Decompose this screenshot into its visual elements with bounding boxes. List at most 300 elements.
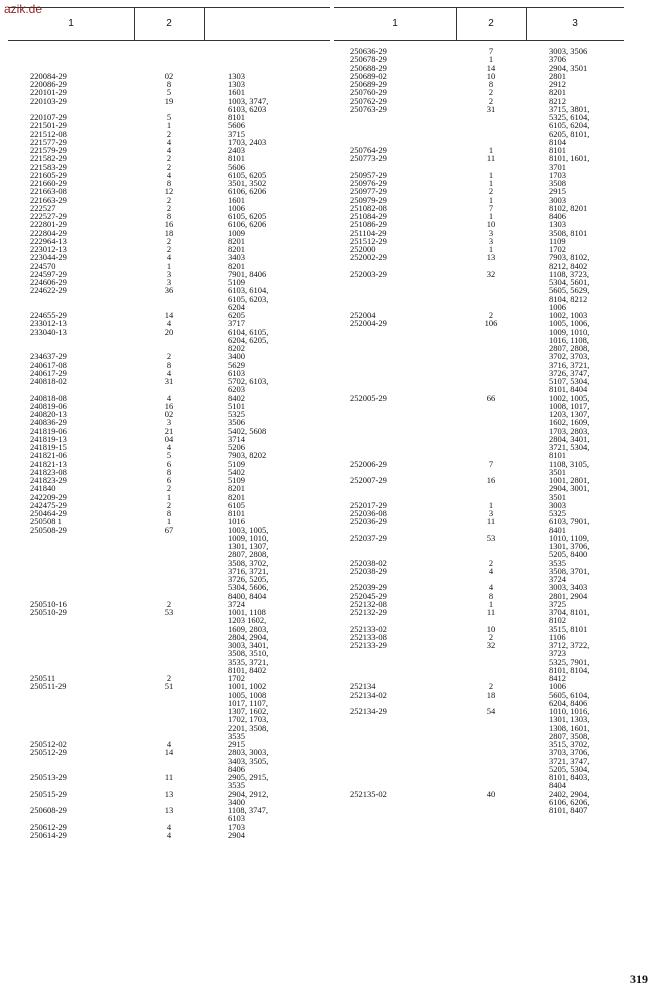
cell-col-3: 8406: [228, 763, 245, 774]
cell-col-3: 2915: [228, 739, 245, 749]
cell-col-3: 8201: [228, 491, 245, 502]
cell-col-3: 2904, 2912,: [228, 788, 269, 799]
cell-col-3: 5605, 5629,: [549, 285, 590, 296]
cell-col-3: 3508, 8101: [549, 227, 588, 238]
cell-col-3: 3508, 3702,: [228, 557, 269, 568]
cell-col-2: 53: [164, 607, 174, 617]
cell-col-3: 2912: [549, 79, 566, 89]
cell-col-1: 221579-29: [30, 145, 67, 155]
cell-col-3: 6103: [228, 367, 245, 378]
right-table-header: [334, 7, 624, 41]
cell-col-2: 2: [166, 351, 172, 362]
cell-col-3: 3723: [549, 648, 566, 659]
cell-col-2: 13: [164, 805, 174, 815]
cell-col-3: 3003, 3506: [549, 46, 588, 56]
cell-col-3: 2807, 2808,: [549, 343, 590, 353]
cell-col-1: 252132-08: [350, 598, 387, 609]
cell-col-3: 2905, 2915,: [228, 772, 269, 782]
cell-col-3: 5702, 6103,: [228, 376, 269, 386]
cell-col-2: 8: [166, 466, 172, 477]
cell-col-3: 1010, 1109,: [549, 532, 590, 543]
cell-col-3: 1017, 1107,: [228, 697, 269, 708]
cell-col-2: 14: [164, 310, 174, 320]
cell-col-3: 2201, 3508,: [228, 722, 269, 733]
cell-col-2: 2: [488, 681, 494, 692]
cell-col-3: 3721, 3747,: [549, 755, 590, 766]
cell-col-1: 250510-16: [30, 598, 67, 609]
cell-col-3: 8101: [228, 112, 245, 122]
header-col-1: 1: [68, 18, 74, 29]
cell-col-3: 8101: [228, 153, 245, 164]
cell-col-2: 66: [486, 392, 496, 403]
cell-col-3: 1702: [228, 673, 245, 683]
cell-col-1: 251082-08: [350, 202, 387, 213]
cell-col-1: 222801-29: [30, 219, 67, 230]
cell-col-3: 3724: [228, 598, 245, 609]
cell-col-2: 31: [164, 376, 174, 386]
cell-col-3: 3501: [549, 466, 566, 477]
cell-col-3: 3508: [549, 178, 566, 188]
cell-col-2: 4: [166, 442, 172, 452]
cell-col-1: 250515-29: [30, 788, 67, 799]
cell-col-2: 67: [164, 524, 174, 535]
cell-col-3: 6104, 6105,: [228, 326, 269, 337]
cell-col-2: 4: [166, 169, 172, 180]
cell-col-3: 1001, 1108: [228, 607, 266, 617]
cell-col-3: 3535: [228, 730, 245, 741]
cell-col-2: 32: [486, 640, 496, 650]
cell-col-2: 4: [166, 136, 172, 147]
cell-col-1: 252134: [350, 681, 376, 692]
cell-col-3: 3400: [228, 351, 245, 362]
cell-col-1: 222527-29: [30, 211, 67, 221]
cell-col-3: 6105, 6203,: [228, 293, 269, 304]
cell-col-1: 223044-29: [30, 252, 67, 263]
cell-col-3: 8101: [228, 508, 245, 518]
cell-col-1: 252006-29: [350, 458, 387, 469]
cell-col-3: 5325: [549, 508, 566, 518]
cell-col-1: 252045-29: [350, 590, 387, 601]
cell-col-1: 252039-29: [350, 582, 387, 593]
cell-col-1: 252133-02: [350, 623, 387, 634]
cell-col-1: 241823-29: [30, 475, 67, 485]
cell-col-3: 2801, 2904: [549, 590, 588, 601]
cell-col-2: 4: [166, 739, 172, 749]
cell-col-1: 250760-29: [350, 87, 387, 98]
cell-col-1: 250636-29: [350, 46, 387, 56]
cell-col-1: 250689-02: [350, 70, 387, 81]
cell-col-3: 8201: [549, 87, 566, 98]
cell-col-1: 224655-29: [30, 310, 67, 320]
cell-col-1: 220103-29: [30, 95, 67, 106]
cell-col-3: 1001, 1002: [228, 681, 267, 692]
cell-col-3: 6103: [228, 813, 245, 824]
cell-col-3: 2807, 2808,: [228, 549, 269, 560]
cell-col-1: 220086-29: [30, 79, 67, 89]
cell-col-2: 8: [488, 590, 494, 601]
cell-col-2: 53: [486, 532, 496, 543]
cell-col-3: 3400: [228, 796, 245, 807]
cell-col-3: 1702: [549, 244, 566, 254]
cell-col-2: 7: [488, 458, 494, 469]
cell-col-2: 3: [488, 235, 494, 246]
cell-col-2: 2: [166, 161, 172, 172]
cell-col-1: 240617-29: [30, 367, 67, 378]
cell-col-2: 3: [488, 227, 494, 238]
cell-col-1: 241840: [30, 483, 56, 494]
cell-col-2: 1: [488, 178, 494, 188]
cell-col-3: 2915: [549, 186, 566, 197]
cell-col-1: 252036-29: [350, 516, 387, 527]
cell-col-1: 221660-29: [30, 178, 67, 188]
cell-col-1: 252135-02: [350, 788, 387, 799]
cell-col-1: 250512-29: [30, 747, 67, 758]
cell-col-3: 1602, 1609,: [549, 417, 590, 428]
cell-col-3: 1016: [228, 516, 245, 527]
cell-col-2: 11: [486, 153, 496, 164]
cell-col-1: 251084-29: [350, 211, 387, 221]
cell-col-3: 8201: [228, 260, 245, 271]
cell-col-2: 16: [164, 400, 174, 411]
cell-col-3: 3003, 3403: [549, 582, 588, 593]
left-table: [8, 7, 330, 840]
cell-col-2: 20: [164, 326, 174, 337]
cell-col-3: 1109: [549, 235, 566, 246]
cell-col-1: 233040-13: [30, 326, 67, 337]
cell-col-3: 1609, 2803,: [228, 623, 269, 634]
cell-col-1: 221501-29: [30, 120, 67, 131]
cell-col-1: 241819-13: [30, 433, 67, 444]
cell-col-3: 5605, 6104,: [549, 689, 590, 700]
cell-col-3: 6103, 7901,: [549, 516, 590, 527]
cell-col-2: 2: [166, 673, 172, 683]
header-col-3: [204, 8, 330, 40]
cell-col-2: 2: [488, 186, 494, 197]
cell-col-3: 1006: [549, 301, 566, 312]
cell-col-1: 250957-29: [350, 169, 387, 180]
cell-col-1: 250762-29: [350, 95, 387, 106]
cell-col-3: 3704, 8101,: [549, 607, 590, 617]
cell-col-2: 51: [164, 681, 174, 692]
cell-col-1: 250614-29: [30, 829, 67, 840]
cell-col-3: 1703: [228, 821, 245, 832]
cell-col-1: 252134-02: [350, 689, 387, 700]
cell-col-3: 1601: [228, 194, 245, 205]
cell-col-2: 13: [164, 788, 174, 799]
cell-col-2: 4: [166, 252, 172, 263]
cell-col-2: 1: [166, 120, 172, 131]
cell-col-2: 32: [486, 268, 496, 279]
cell-col-3: 1303: [228, 70, 245, 81]
cell-col-3: 6204, 6205,: [228, 334, 269, 345]
cell-col-2: 1: [488, 598, 494, 609]
cell-col-1: 224622-29: [30, 285, 67, 296]
cell-col-1: 250612-29: [30, 821, 67, 832]
cell-col-2: 14: [164, 747, 174, 758]
cell-col-1: 222527: [30, 202, 56, 213]
cell-col-3: 1009: [228, 227, 245, 238]
cell-col-3: 2807, 3508,: [549, 730, 590, 741]
cell-col-1: 240819-06: [30, 400, 67, 411]
cell-col-2: 2: [166, 244, 172, 254]
cell-col-2: 2: [166, 598, 172, 609]
cell-col-3: 8406: [549, 211, 566, 221]
cell-col-3: 1009, 1010,: [549, 326, 590, 337]
cell-col-1: 220107-29: [30, 112, 67, 122]
cell-col-1: 252002-29: [350, 252, 387, 263]
header-col-1: 1: [392, 18, 398, 29]
cell-col-2: 4: [166, 821, 172, 832]
cell-col-3: 1703, 2403: [228, 136, 267, 147]
cell-col-1: 250678-29: [350, 54, 387, 65]
cell-col-3: 3508, 3701,: [549, 565, 590, 576]
cell-col-3: 5109: [228, 458, 245, 469]
cell-col-3: 1703, 2803,: [549, 425, 590, 436]
cell-col-1: 250513-29: [30, 772, 67, 782]
cell-col-3: 5325, 6104,: [549, 112, 590, 122]
cell-col-2: 2: [488, 95, 494, 106]
cell-col-1: 240617-08: [30, 359, 67, 370]
cell-col-3: 1002, 1003: [549, 310, 588, 320]
cell-col-3: 1601: [228, 87, 245, 98]
cell-col-3: 6106, 6206: [228, 219, 267, 230]
cell-col-3: 5205, 5304,: [549, 763, 590, 774]
cell-col-3: 2804, 2904,: [228, 631, 269, 642]
cell-col-2: 8: [166, 79, 172, 89]
cell-col-3: 3535, 3721,: [228, 656, 269, 667]
cell-col-3: 3725: [549, 598, 566, 609]
cell-col-3: 8212, 8402: [549, 260, 588, 271]
cell-col-2: 1: [488, 244, 494, 254]
cell-col-3: 1005, 1006,: [549, 318, 590, 329]
cell-col-3: 8400, 8404: [228, 590, 267, 601]
left-table-header: [8, 7, 330, 41]
cell-col-3: 5109: [228, 475, 245, 485]
cell-col-3: 2403: [228, 145, 245, 155]
cell-col-3: 8202: [228, 343, 245, 353]
cell-col-2: 4: [166, 318, 172, 329]
cell-col-1: 240836-29: [30, 417, 67, 428]
cell-col-3: 8101, 8104,: [549, 664, 590, 675]
cell-col-3: 6105, 6204,: [549, 120, 590, 131]
cell-col-2: 7: [488, 202, 494, 213]
cell-col-3: 8101, 8403,: [549, 772, 590, 782]
cell-col-3: 8104: [549, 136, 566, 147]
cell-col-3: 7903, 8202: [228, 450, 267, 461]
cell-col-2: 11: [486, 516, 496, 527]
cell-col-3: 1006: [228, 202, 245, 213]
cell-col-1: 240818-08: [30, 392, 67, 403]
cell-col-2: 106: [484, 318, 498, 329]
cell-col-1: 222804-29: [30, 227, 67, 238]
header-col-2: 2: [488, 18, 494, 29]
cell-col-1: 252134-29: [350, 706, 387, 716]
cell-col-1: 252133-29: [350, 640, 387, 650]
cell-col-2: 2: [166, 128, 172, 139]
cell-col-3: 1308, 1601,: [549, 722, 590, 733]
cell-col-1: 234637-29: [30, 351, 67, 362]
cell-col-2: 5: [166, 112, 172, 122]
cell-col-3: 7903, 8102,: [549, 252, 590, 263]
cell-col-2: 04: [164, 433, 174, 444]
cell-col-3: 5402, 5608: [228, 425, 267, 436]
cell-col-3: 5402: [228, 466, 245, 477]
cell-col-1: 250688-29: [350, 62, 387, 73]
cell-col-3: 3715, 3801,: [549, 103, 590, 114]
cell-col-2: 4: [166, 829, 172, 840]
cell-col-3: 2904, 3501: [549, 62, 588, 73]
cell-col-3: 8101: [549, 145, 566, 155]
page-number: 319: [630, 972, 648, 986]
cell-col-1: 233012-13: [30, 318, 67, 329]
cell-col-2: 1: [488, 169, 494, 180]
cell-col-2: 19: [164, 95, 174, 106]
cell-col-2: 7: [488, 46, 494, 56]
cell-col-3: 8102, 8201: [549, 202, 588, 213]
cell-col-3: 1303: [549, 219, 566, 230]
header-col-2: 2: [166, 18, 172, 29]
cell-col-2: 40: [486, 788, 496, 799]
cell-col-1: 252037-29: [350, 532, 387, 543]
cell-col-3: 1010, 1016,: [549, 706, 590, 716]
cell-col-3: 2904: [228, 829, 245, 840]
cell-col-1: 252004: [350, 310, 376, 320]
cell-col-1: 242209-29: [30, 491, 67, 502]
cell-col-1: 221663-08: [30, 186, 67, 197]
cell-col-2: 1: [488, 145, 494, 155]
cell-col-1: 250508-29: [30, 524, 67, 535]
cell-col-1: 220101-29: [30, 87, 67, 98]
cell-col-2: 18: [164, 227, 174, 238]
cell-col-2: 8: [166, 359, 172, 370]
cell-col-3: 1702, 1703,: [228, 714, 269, 725]
cell-col-3: 1301, 3706,: [549, 541, 590, 551]
cell-col-3: 8101, 1601,: [549, 153, 590, 164]
cell-col-2: 21: [164, 425, 174, 436]
cell-col-2: 2: [166, 153, 172, 164]
cell-col-3: 1203 1602,: [228, 615, 267, 626]
cell-col-3: 3003, 3401,: [228, 640, 269, 650]
cell-col-3: 1005, 1008: [228, 689, 267, 700]
cell-col-3: 3714: [228, 433, 245, 444]
cell-col-1: 250511-29: [30, 681, 67, 692]
cell-col-1: 252000: [350, 244, 376, 254]
cell-col-3: 6105, 6205: [228, 211, 267, 221]
cell-col-2: 12: [164, 186, 174, 197]
cell-col-3: 1108, 3723,: [549, 268, 590, 279]
cell-col-3: 8104, 8212: [549, 293, 588, 304]
cell-col-3: 6106, 6206,: [549, 796, 590, 807]
cell-col-1: 250608-29: [30, 805, 67, 815]
cell-col-2: 02: [164, 70, 174, 81]
cell-col-2: 2: [488, 87, 494, 98]
cell-col-3: 2803, 3003,: [228, 747, 269, 758]
cell-col-3: 5325, 7901,: [549, 656, 590, 667]
cell-col-3: 6205: [228, 310, 245, 320]
cell-col-3: 3726, 3747,: [549, 367, 590, 378]
cell-col-3: 3535: [549, 557, 566, 568]
cell-col-1: 252003-29: [350, 268, 387, 279]
cell-col-2: 8: [166, 508, 172, 518]
cell-col-2: 8: [166, 211, 172, 221]
cell-col-2: 2: [488, 631, 494, 642]
cell-col-3: 1203, 1307,: [549, 409, 590, 419]
cell-col-1: 250977-29: [350, 186, 387, 197]
cell-col-2: 10: [486, 219, 496, 230]
cell-col-3: 8212: [549, 95, 566, 106]
cell-col-1: 252038-29: [350, 565, 387, 576]
cell-col-3: 1307, 1602,: [228, 706, 269, 716]
cell-col-1: 250508 1: [30, 516, 62, 527]
cell-col-2: 16: [164, 219, 174, 230]
cell-col-2: 6: [166, 475, 172, 485]
cell-col-2: 11: [486, 607, 496, 617]
cell-col-2: 1: [488, 499, 494, 510]
cell-col-1: 240820-13: [30, 409, 67, 419]
cell-col-3: 2801: [549, 70, 566, 81]
cell-col-3: 6105, 6205: [228, 169, 267, 180]
cell-col-3: 5109: [228, 277, 245, 287]
cell-col-2: 10: [486, 623, 496, 634]
cell-col-3: 5107, 5304,: [549, 376, 590, 386]
cell-col-1: 221605-29: [30, 169, 67, 180]
cell-col-3: 8101: [549, 450, 566, 461]
cell-col-2: 1: [488, 211, 494, 221]
cell-col-3: 3726, 5205,: [228, 574, 269, 584]
cell-col-3: 3535: [228, 780, 245, 791]
cell-col-1: 221512-08: [30, 128, 67, 139]
cell-col-1: 251512-29: [350, 235, 387, 246]
cell-col-2: 1: [166, 491, 172, 502]
cell-col-3: 3403, 3505,: [228, 755, 269, 766]
cell-col-3: 1008, 1017,: [549, 400, 590, 411]
cell-col-1: 223012-13: [30, 244, 67, 254]
cell-col-1: 241819-15: [30, 442, 67, 452]
cell-col-1: 252132-29: [350, 607, 387, 617]
cell-col-2: 14: [486, 62, 496, 73]
cell-col-1: 221663-29: [30, 194, 67, 205]
cell-col-2: 18: [486, 689, 496, 700]
cell-col-1: 252133-08: [350, 631, 387, 642]
cell-col-2: 8: [166, 178, 172, 188]
cell-col-3: 1106: [549, 631, 566, 642]
cell-col-3: 3501, 3502: [228, 178, 267, 188]
cell-col-1: 221577-29: [30, 136, 67, 147]
cell-col-3: 5606: [228, 120, 245, 131]
cell-col-1: 220084-29: [30, 70, 67, 81]
cell-col-1: 252007-29: [350, 475, 387, 485]
cell-col-1: 250512-02: [30, 739, 67, 749]
cell-col-3: 7901, 8406: [228, 268, 267, 279]
cell-col-3: 3706: [549, 54, 566, 65]
cell-col-2: 3: [166, 268, 172, 279]
cell-col-3: 1108, 3105,: [549, 458, 590, 469]
cell-col-3: 6203: [228, 384, 245, 395]
cell-col-3: 3508, 3510,: [228, 648, 269, 659]
cell-col-3: 3724: [549, 574, 566, 584]
cell-col-2: 4: [166, 392, 172, 403]
cell-col-2: 10: [486, 70, 496, 81]
cell-col-3: 5325: [228, 409, 245, 419]
cell-col-3: 8201: [228, 483, 245, 494]
cell-col-3: 3501: [549, 491, 566, 502]
cell-col-2: 2: [166, 194, 172, 205]
cell-col-3: 5304, 5601,: [549, 277, 590, 287]
cell-col-3: 5304, 5606,: [228, 582, 269, 593]
cell-col-2: 5: [166, 450, 172, 461]
cell-col-1: 250689-29: [350, 79, 387, 89]
cell-col-3: 6103, 6104,: [228, 285, 269, 296]
